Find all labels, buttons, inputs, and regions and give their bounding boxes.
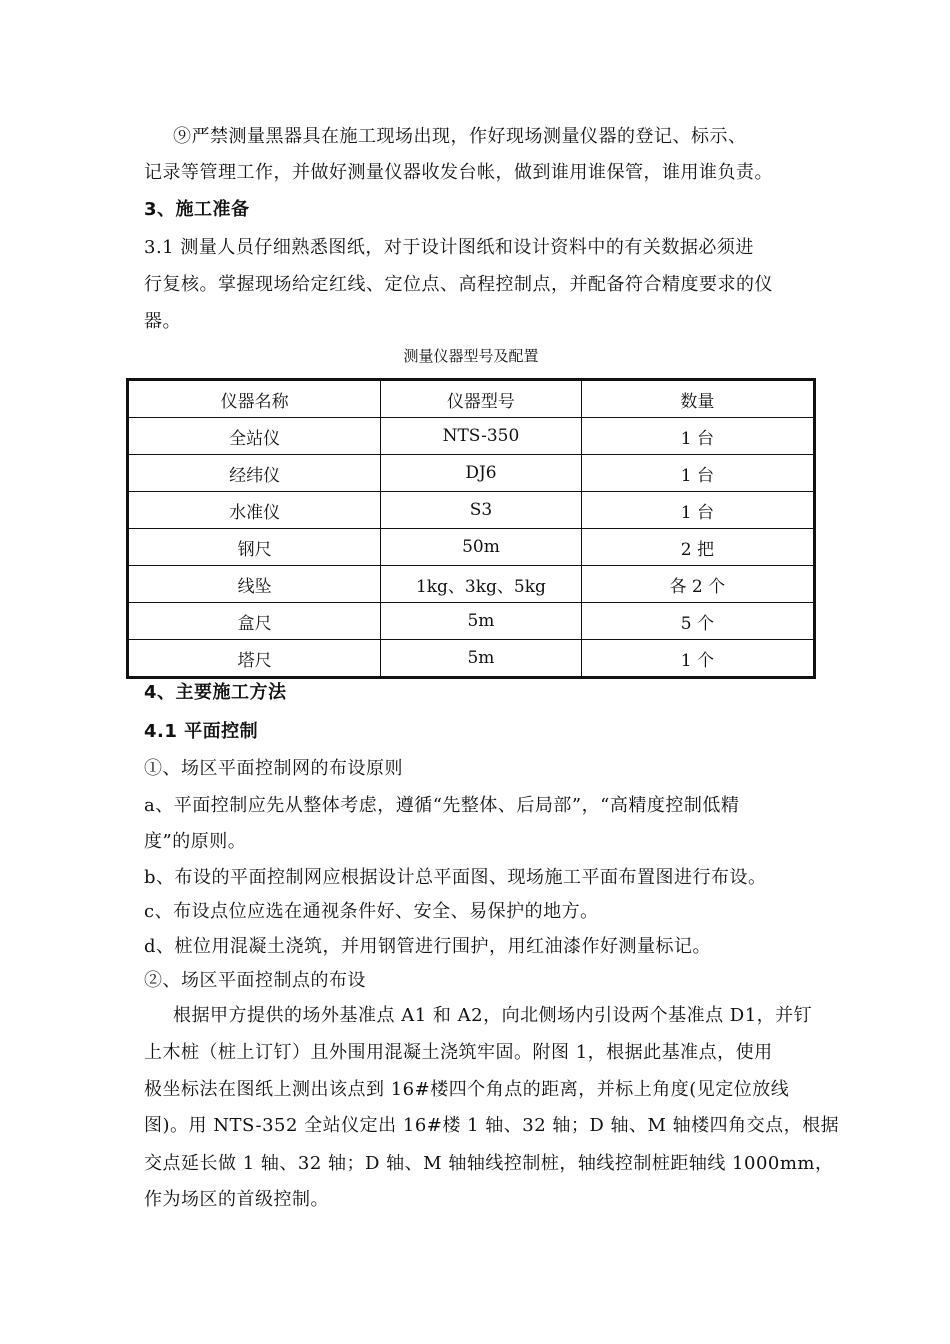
table-row: [128, 492, 815, 529]
paragraph-line: 极坐标法在图纸上测出该点到 16#楼四个角点的距离，并标上角度(见定位放线: [144, 1079, 790, 1100]
table-cell: 盒尺: [128, 603, 381, 640]
instrument-table: [126, 378, 816, 679]
section-heading-3: 3、施工准备: [144, 199, 250, 220]
table-cell: 各 2 个: [581, 566, 814, 603]
subsection-title: ①、场区平面控制网的布设原则: [144, 758, 403, 779]
table-cell: 5m: [381, 603, 581, 640]
section-heading-4: 4、主要施工方法: [144, 682, 287, 703]
header-cell: 数量: [581, 380, 814, 418]
paragraph-line: ⑨严禁测量黑器具在施工现场出现，作好现场测量仪器的登记、标示、: [173, 126, 747, 147]
paragraph-line: 图)。用 NTS-352 全站仪定出 16#楼 1 轴、32 轴；D 轴、M 轴楼四角交点，根据: [144, 1115, 840, 1136]
table-cell: 2 把: [581, 529, 814, 566]
table-cell: S3: [381, 492, 581, 529]
paragraph-line: b、布设的平面控制网应根据设计总平面图、现场施工平面布置图进行布设。: [144, 867, 767, 888]
paragraph-line: 记录等管理工作，并做好测量仪器收发台帐，做到谁用谁保管，谁用谁负责。: [144, 162, 773, 183]
table-cell: 经纬仪: [128, 455, 381, 492]
paragraph-line: 作为场区的首级控制。: [144, 1189, 329, 1210]
table-row: [128, 566, 815, 603]
header-cell: 仪器型号: [381, 380, 581, 418]
table-caption: 测量仪器型号及配置: [403, 347, 539, 365]
paragraph-line: 器。: [144, 311, 181, 332]
table-cell: 全站仪: [128, 418, 381, 455]
paragraph-line: 上木桩（桩上订钉）且外围用混凝土浇筑牢固。附图 1，根据此基准点，使用: [144, 1042, 773, 1063]
paragraph-line: 行复核。掌握现场给定红线、定位点、高程控制点，并配备符合精度要求的仪: [144, 274, 773, 295]
table-cell: 1kg、3kg、5kg: [381, 566, 581, 603]
subsection-title: ②、场区平面控制点的布设: [144, 970, 366, 991]
table-cell: 5m: [381, 640, 581, 678]
table-row: [128, 640, 815, 678]
table-cell: 50m: [381, 529, 581, 566]
table-cell: 水准仪: [128, 492, 381, 529]
table-cell: NTS-350: [381, 418, 581, 455]
paragraph-line: d、桩位用混凝土浇筑，并用钢管进行围护，用红油漆作好测量标记。: [144, 936, 712, 957]
paragraph-line: 3.1 测量人员仔细熟悉图纸，对于设计图纸和设计资料中的有关数据必须进: [144, 237, 754, 258]
paragraph-line: 根据甲方提供的场外基准点 A1 和 A2，向北侧场内引设两个基准点 D1，并钉: [173, 1005, 813, 1026]
paragraph-line: 交点延长做 1 轴、32 轴；D 轴、M 轴轴线控制桩，轴线控制桩距轴线 1000mm，: [144, 1153, 834, 1174]
paragraph-line: c、布设点位应选在通视条件好、安全、易保护的地方。: [144, 901, 599, 922]
table-cell: 钢尺: [128, 529, 381, 566]
section-heading-4-1: 4.1 平面控制: [144, 721, 259, 742]
table-cell: 1 台: [581, 492, 814, 529]
table-row: [128, 603, 815, 640]
table-cell: 1 个: [581, 640, 814, 678]
table-cell: 1 台: [581, 455, 814, 492]
header-cell: 仪器名称: [128, 380, 381, 418]
table-cell: 塔尺: [128, 640, 381, 678]
table-row: [128, 418, 815, 455]
table-cell: 1 台: [581, 418, 814, 455]
table-cell: DJ6: [381, 455, 581, 492]
paragraph-line: 度”的原则。: [144, 831, 247, 852]
table-row: [128, 529, 815, 566]
table-header-row: [128, 380, 815, 418]
table-cell: 线坠: [128, 566, 381, 603]
table-row: [128, 455, 815, 492]
paragraph-line: a、平面控制应先从整体考虑，遵循“先整体、后局部”，“高精度控制低精: [144, 795, 740, 816]
table-cell: 5 个: [581, 603, 814, 640]
